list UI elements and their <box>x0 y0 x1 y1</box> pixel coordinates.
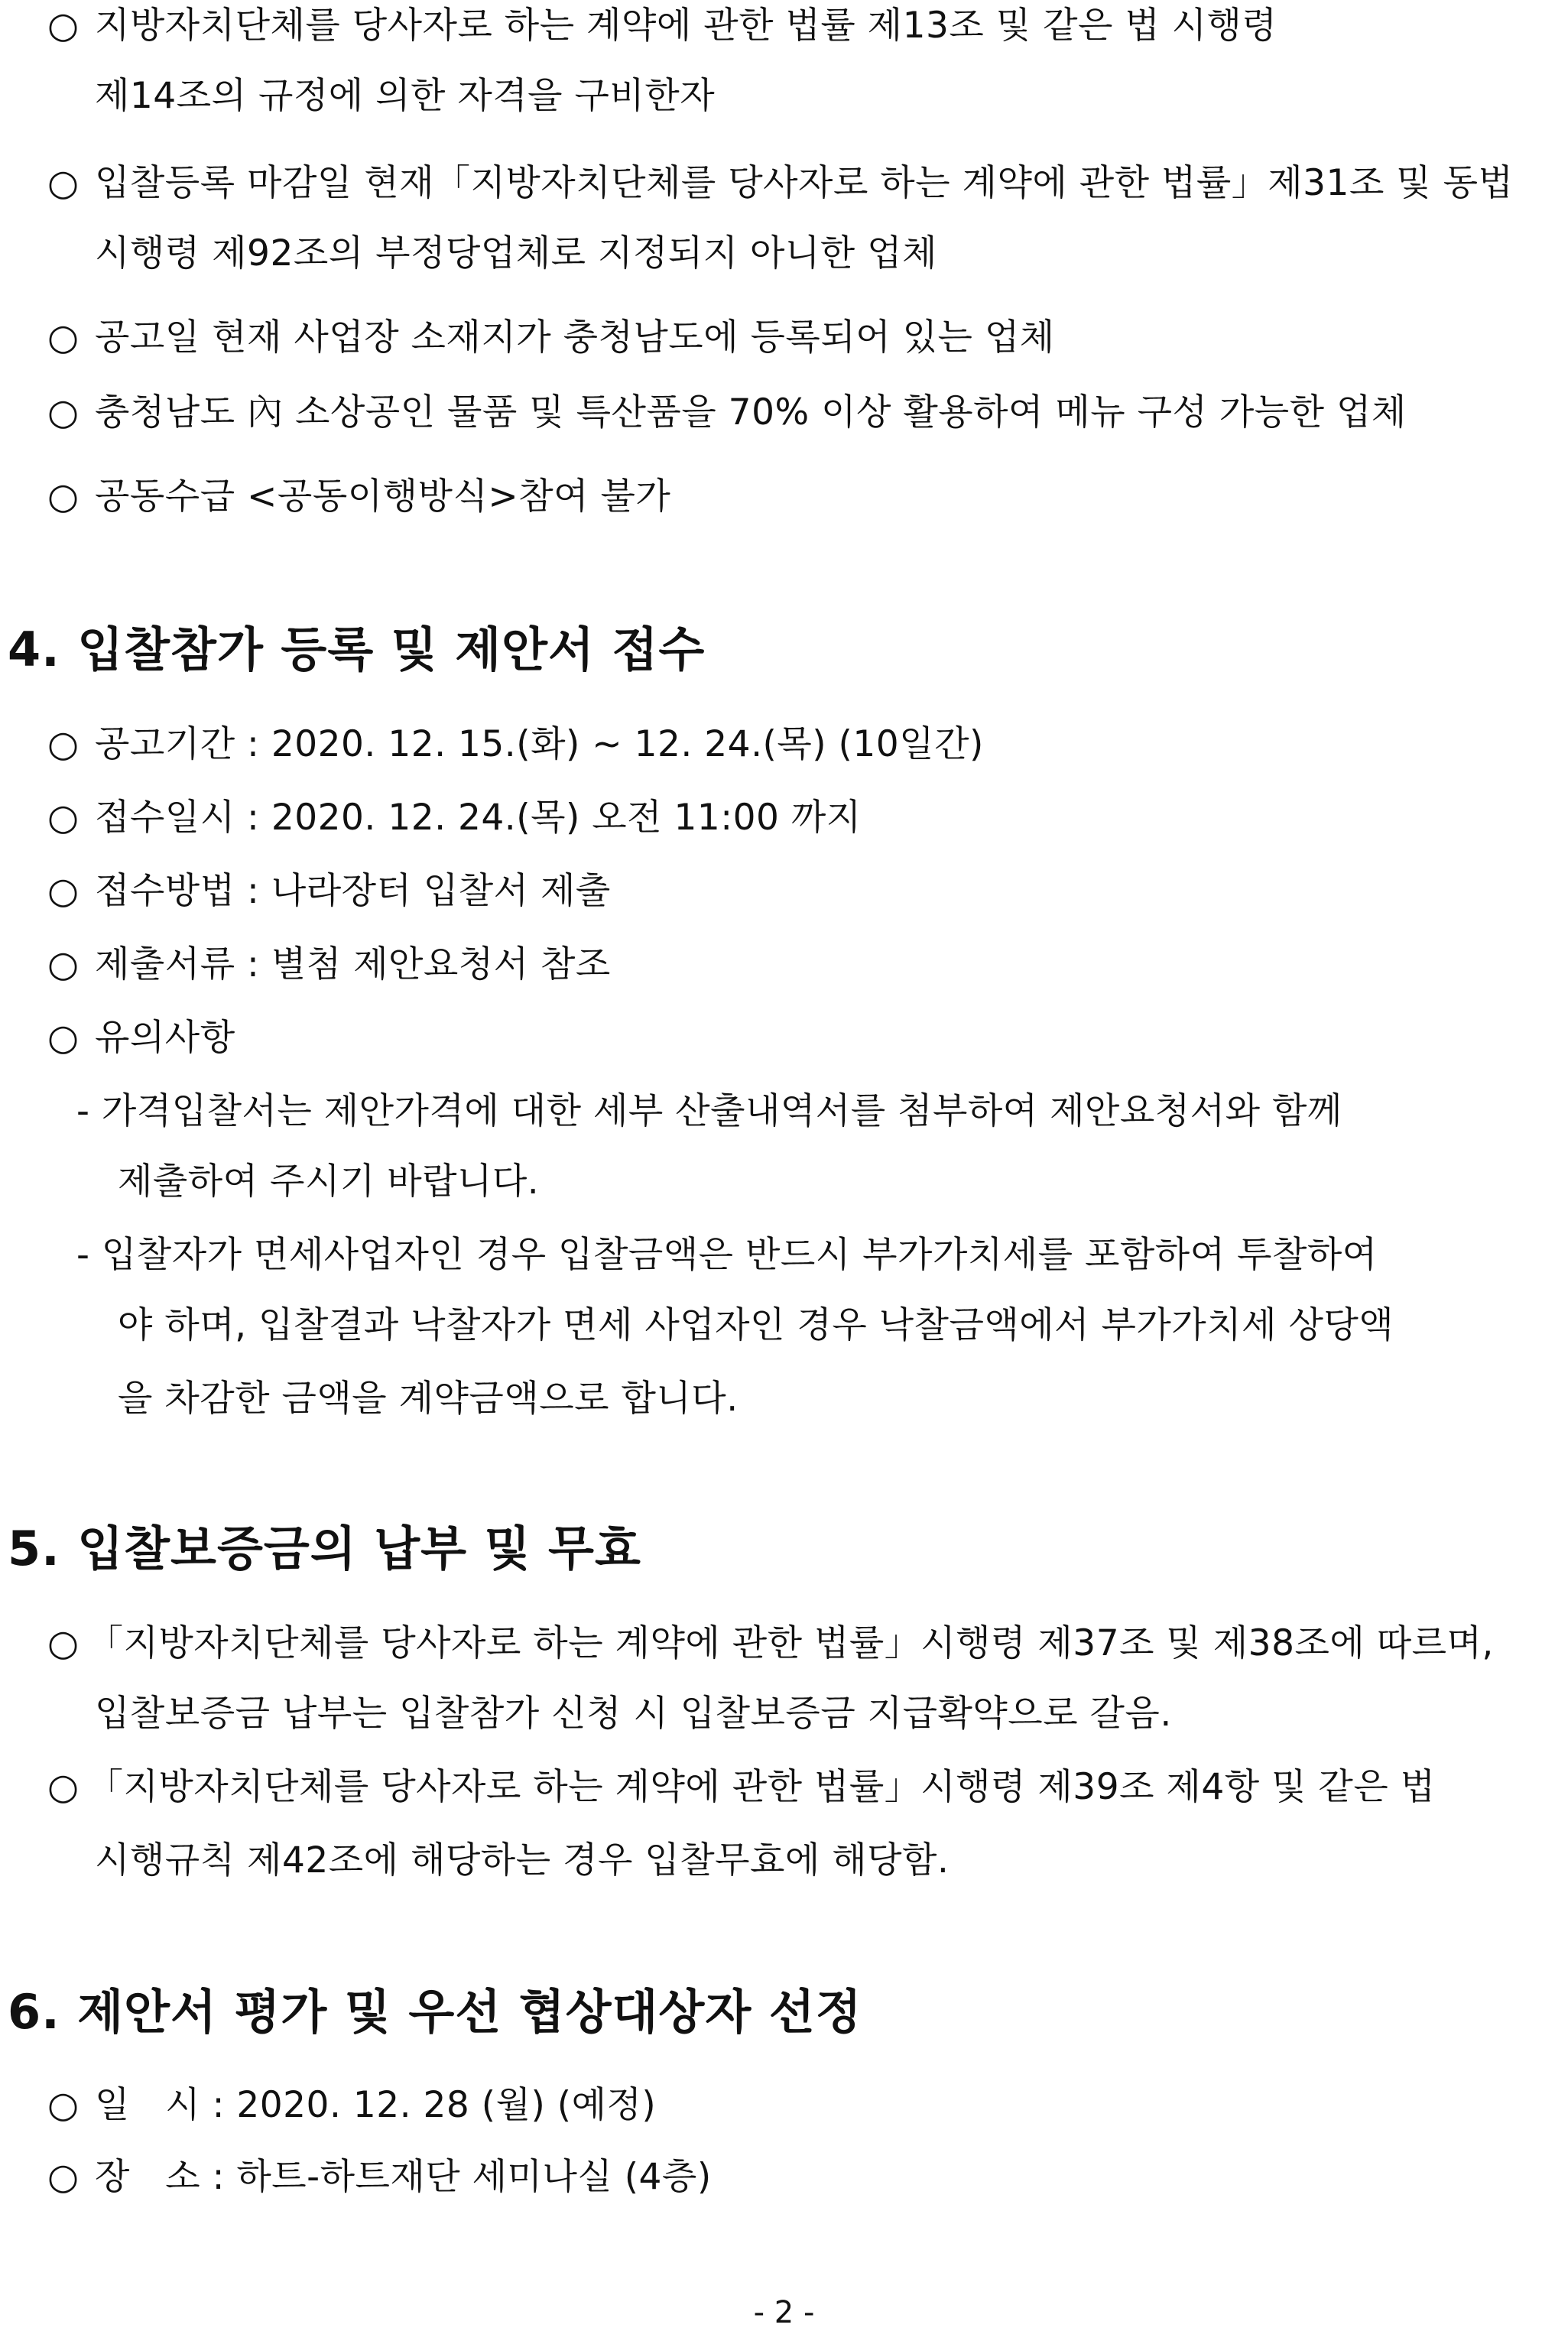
section-6-item-date: ○ 일 시 : 2020. 12. 28 (월) (예정) <box>47 2083 656 2128</box>
section-6-heading: 6. 제안서 평가 및 우선 협상대상자 선정 <box>8 1984 862 2040</box>
eligibility-item-1-line-1: ○ 지방자치단체를 당사자로 하는 계약에 관한 법률 제13조 및 같은 법 시행령 <box>47 3 1277 49</box>
circle-bullet-icon: ○ <box>47 797 80 839</box>
section-5-item-1-line-2: 입찰보증금 납부는 입찰참가 신청 시 입찰보증금 지급확약으로 갈음. <box>95 1693 1172 1735</box>
eligibility-item-3: ○ 공고일 현재 사업장 소재지가 충청남도에 등록되어 있는 업체 <box>47 315 1055 361</box>
circle-bullet-icon: ○ <box>47 1622 80 1664</box>
page-number: - 2 - <box>753 2295 815 2330</box>
note-1-line-2: 제출하여 주시기 바랍니다. <box>118 1161 540 1203</box>
eligibility-item-4: ○ 충청남도 內 소상공인 물품 및 특산품을 70% 이상 활용하여 메뉴 구성 가능한 업체 <box>47 390 1407 436</box>
eligibility-item-2-line-2: 시행령 제92조의 부정당업체로 지정되지 아니한 업체 <box>95 232 937 274</box>
section-5-item-2-line-1: ○ 「지방자치단체를 당사자로 하는 계약에 관한 법률」시행령 제39조 제4항 및 같은 법 <box>47 1764 1436 1810</box>
section-4-item-notes: ○ 유의사항 <box>47 1015 235 1061</box>
section-4-item-method: ○ 접수방법 : 나라장터 입찰서 제출 <box>47 868 611 914</box>
circle-bullet-icon: ○ <box>47 1017 80 1059</box>
circle-bullet-icon: ○ <box>47 2156 80 2198</box>
circle-bullet-icon: ○ <box>47 723 80 765</box>
note-2-line-2: 야 하며, 입찰결과 낙찰자가 면세 사업자인 경우 낙찰금액에서 부가가치세 상당액 <box>118 1304 1394 1346</box>
circle-bullet-icon: ○ <box>47 943 80 985</box>
section-4-heading: 4. 입찰참가 등록 및 제안서 접수 <box>8 622 706 677</box>
eligibility-item-5: ○ 공동수급 <공동이행방식>참여 불가 <box>47 474 670 520</box>
note-1-line-1: - 가격입찰서는 제안가격에 대한 세부 산출내역서를 첨부하여 제안요청서와 함께 <box>76 1090 1342 1132</box>
section-4-item-documents: ○ 제출서류 : 별첨 제안요청서 참조 <box>47 942 611 988</box>
circle-bullet-icon: ○ <box>47 476 80 518</box>
section-5-item-2-line-2: 시행규칙 제42조에 해당하는 경우 입찰무효에 해당함. <box>95 1839 950 1881</box>
circle-bullet-icon: ○ <box>47 2084 80 2126</box>
section-5-item-1-line-1: ○ 「지방자치단체를 당사자로 하는 계약에 관한 법률」시행령 제37조 및 제38조에 따르며, <box>47 1621 1494 1667</box>
section-4-item-period: ○ 공고기간 : 2020. 12. 15.(화) ~ 12. 24.(목) (10일간) <box>47 722 984 768</box>
circle-bullet-icon: ○ <box>47 162 80 204</box>
section-5-heading: 5. 입찰보증금의 납부 및 무효 <box>8 1521 641 1576</box>
circle-bullet-icon: ○ <box>47 5 80 47</box>
section-6-item-place: ○ 장 소 : 하트-하트재단 세미나실 (4층) <box>47 2154 712 2200</box>
circle-bullet-icon: ○ <box>47 317 80 359</box>
note-2-line-1: - 입찰자가 면세사업자인 경우 입찰금액은 반드시 부가가치세를 포함하여 투찰하여 <box>76 1234 1378 1276</box>
circle-bullet-icon: ○ <box>47 391 80 433</box>
circle-bullet-icon: ○ <box>47 870 80 912</box>
section-4-item-deadline: ○ 접수일시 : 2020. 12. 24.(목) 오전 11:00 까지 <box>47 795 862 841</box>
eligibility-item-1-line-2: 제14조의 규정에 의한 자격을 구비한자 <box>95 75 716 117</box>
eligibility-item-2-line-1: ○ 입찰등록 마감일 현재「지방자치단체를 당사자로 하는 계약에 관한 법률」제31조 및 동법 <box>47 161 1513 206</box>
note-2-line-3: 을 차감한 금액을 계약금액으로 합니다. <box>118 1378 739 1420</box>
circle-bullet-icon: ○ <box>47 1766 80 1808</box>
